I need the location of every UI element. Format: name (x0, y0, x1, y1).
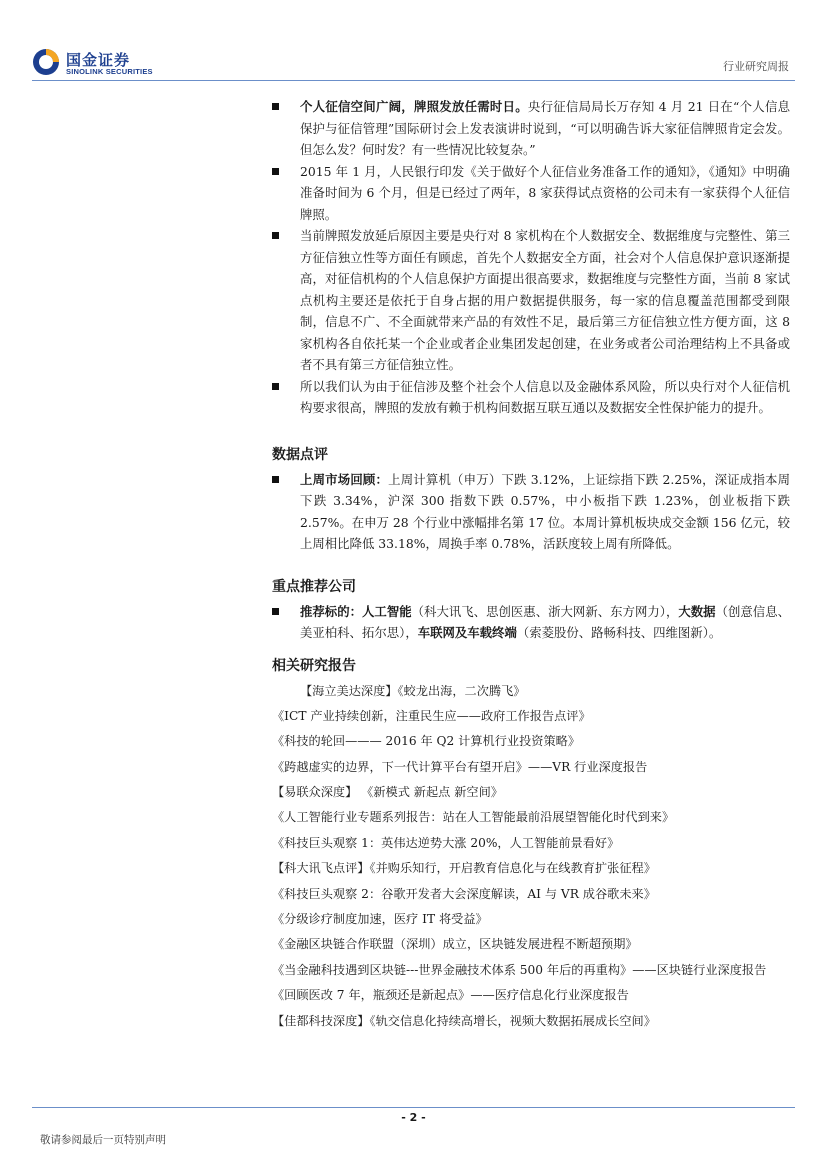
paragraph-market-review (272, 469, 790, 555)
paragraph-lead: 上周市场回顾： (300, 471, 389, 487)
related-report-item: 《当金融科技遇到区块链---世界金融技术体系 500 年后的再重构》——区块链行业深度报告 (272, 962, 767, 977)
header-divider (32, 80, 795, 81)
related-report-item: 《回顾医改 7 年，瓶颈还是新起点》——医疗信息化行业深度报告 (272, 988, 629, 1003)
sinolink-logo-icon (32, 48, 60, 76)
page-header (0, 0, 827, 90)
paragraph-text: 2015 年 1 月，人民银行印发《关于做好个人征信业务准备工作的通知》，《通知》中明确准备时间为 6 个月，但是已经过了两年，8 家获得试点资格的公司未有一家获得个人征信牌照。 (300, 163, 790, 222)
paragraph-delay-reasons (272, 225, 790, 376)
paragraph-conclusion (272, 376, 790, 419)
page-number: - 2 - (401, 1111, 426, 1124)
main-content (272, 96, 790, 1037)
section-title-recommend: 重点推荐公司 (272, 578, 356, 595)
paragraph-text: 央行征信局局长万存知 4 月 21 日在“个人信息保护与征信管理”国际研讨会上发表演讲时说到，“可以明确告诉大家征信牌照肯定会发。但怎么发？何时发？有一些情况比较复杂。” (300, 99, 790, 157)
bullet-square-icon (272, 103, 279, 110)
paragraph-text: 上周计算机（申万）下跌 3.12%，上证综指下跌 2.25%，深证成指本周下跌 3.34%，沪深 300 指数下跌 0.57%，中小板指下跌 1.23%，创业板指下跌 2.57%。在申万 28 个行业中涨幅排名第 17 位。本周计算机板块成交金额 156 亿元，较上周相比降低 33.18%，周换手率 0.78%，活跃度较上周有所降低。 (300, 471, 791, 551)
recommend-ai-names: （科大讯飞、思创医惠、浙大网新、东方网力）， (411, 603, 679, 619)
related-reports-list (272, 682, 790, 1030)
bullet-square-icon (272, 168, 279, 175)
paragraph-lead: 个人征信空间广阔，牌照发放任需时日。 (300, 99, 528, 114)
recommend-lead: 推荐标的： (300, 603, 363, 619)
related-report-item: 《科技的轮回——— 2016 年 Q2 计算机行业投资策略》 (272, 734, 581, 749)
logo-english-name: SINOLINK SECURITIES (66, 67, 153, 76)
paragraph-license-outlook (272, 96, 790, 161)
footer-disclaimer: 敬请参阅最后一页特别声明 (40, 1134, 166, 1146)
section-title-data-review: 数据点评 (272, 446, 328, 463)
recommend-ai-label: 人工智能 (362, 603, 412, 619)
section-title-related-reports: 相关研究报告 (272, 657, 356, 674)
company-logo (32, 48, 152, 78)
paragraph-text: 当前牌照发放延后原因主要是央行对 8 家机构在个人数据安全、数据维度与完整性、第三方征信独立性等方面任有顾虑，首先个人数据安全方面，社会对个人信息保护意识逐渐提高，对征信机构的个人信息保护方面提出很高要求，数据维度与完整性方面，当前 8 家试点机构主要还是依托于自身占据的用户数据提供服务，每一家的信息覆盖范围都受到限制，信息不广、不全面就带来产品的有效性不足，最后第三方征信独立性方便方面，这 8 家机构各自依托某一个企业或者企业集团发起创建，在业务或者公司治理结构上不具备或者不具有第三方征信独立性。 (300, 228, 790, 372)
report-type-label: 行业研究周报 (723, 60, 789, 73)
bullet-square-icon (272, 232, 279, 239)
bullet-square-icon (272, 383, 279, 390)
recommend-bigdata-names: （创意信息、美亚柏科、拓尔思）， (300, 603, 791, 640)
related-report-item: 【海立美达深度】《蛟龙出海，二次腾飞》 (300, 683, 526, 698)
footer-divider (32, 1107, 795, 1108)
related-report-item: 【佳都科技深度】《轨交信息化持续高增长，视频大数据拓展成长空间》 (272, 1013, 656, 1028)
recommend-iov-label: 车联网及车载终端 (417, 625, 517, 640)
related-report-item: 《科技巨头观察 2：谷歌开发者大会深度解读，AI 与 VR 成谷歌未来》 (272, 886, 656, 901)
related-report-item: 【易联众深度】 《新模式 新起点 新空间》 (272, 785, 503, 800)
paragraph-text: 所以我们认为由于征信涉及整个社会个人信息以及金融体系风险，所以央行对个人征信机构要求很高，牌照的发放有赖于机构间数据互联互通以及数据安全性保护能力的提升。 (300, 378, 790, 415)
bullet-square-icon (272, 476, 279, 483)
paragraph-recommend (272, 601, 790, 644)
related-report-item: 《金融区块链合作联盟（深圳）成立，区块链发展进程不断超预期》 (272, 937, 638, 952)
related-report-item: 《分级诊疗制度加速，医疗 IT 将受益》 (272, 912, 488, 927)
related-report-item: 《跨越虚实的边界，下一代计算平台有望开启》——VR 行业深度报告 (272, 759, 648, 774)
bullet-square-icon (272, 608, 279, 615)
related-report-item: 《科技巨头观察 1：英伟达逆势大涨 20%，人工智能前景看好》 (272, 835, 620, 850)
related-report-item: 【科大讯飞点评】《并购乐知行，开启教育信息化与在线教育扩张征程》 (272, 861, 656, 876)
recommend-bigdata-label: 大数据 (678, 603, 716, 619)
related-report-item: 《人工智能行业专题系列报告：站在人工智能最前沿展望智能化时代到来》 (272, 810, 675, 825)
related-report-item: 《ICT 产业持续创新，注重民生应——政府工作报告点评》 (272, 708, 591, 723)
paragraph-notice-history (272, 161, 790, 226)
recommend-iov-names: （索菱股份、路畅科技、四维图新）。 (516, 625, 722, 640)
logo-chinese-name: 国金证券 (66, 51, 131, 69)
